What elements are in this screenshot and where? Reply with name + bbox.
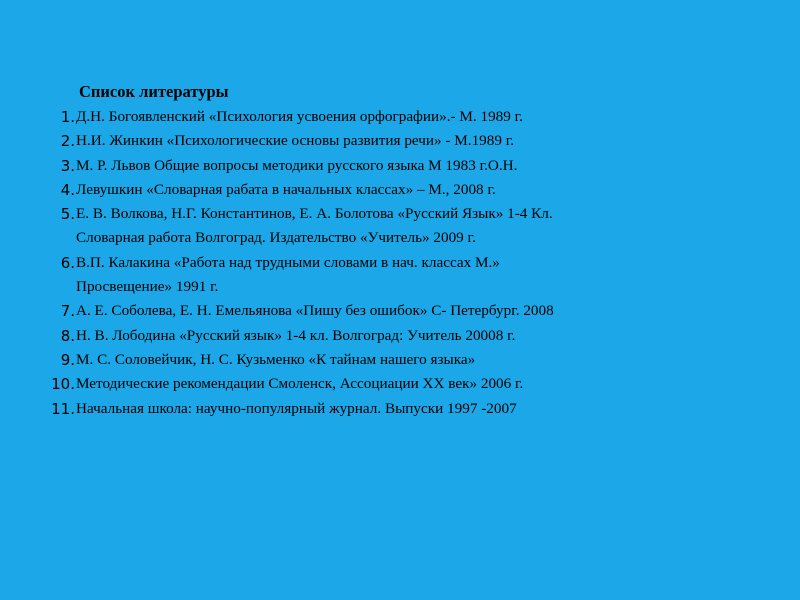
- reference-list: [0, 105, 800, 421]
- reference-item: [0, 154, 800, 178]
- reference-number: 5.: [60, 205, 75, 224]
- slide-title: Список литературы: [79, 82, 229, 101]
- reference-text: Методические рекомендации Смоленск, Ассоциации XX век» 2006 г.: [76, 375, 524, 393]
- reference-number: 4.: [60, 180, 75, 199]
- reference-number: 1.: [60, 108, 75, 126]
- reference-text: Е. В. Волкова, Н.Г. Константинов, Е. А. Болотова «Русский Язык» 1-4 Кл.: [76, 205, 553, 223]
- reference-item: [0, 105, 800, 129]
- reference-item: [0, 129, 800, 153]
- reference-text: Н. В. Лободина «Русский язык» 1-4 кл. Волгоград: Учитель 20008 г.: [76, 326, 516, 344]
- reference-text: М. С. Соловейчик, Н. С. Кузьменко «К тайнам нашего языка»: [76, 350, 476, 368]
- reference-text: Словарная работа Волгоград. Издательство «Учитель» 2009 г.: [76, 229, 476, 247]
- reference-number: 3.: [60, 156, 75, 175]
- reference-number: 10.: [51, 375, 75, 394]
- reference-item: [0, 372, 800, 396]
- reference-text: А. Е. Соболева, Е. Н. Емельянова «Пишу без ошибок» С- Петербург. 2008: [76, 302, 554, 320]
- reference-item: [0, 324, 800, 348]
- reference-text: М. Р. Львов Общие вопросы методики русского языка М 1983 г.О.Н.: [76, 156, 518, 174]
- reference-text: Начальная школа: научно-популярный журнал. Выпуски 1997 -2007: [76, 399, 517, 417]
- reference-number: 8.: [60, 326, 75, 345]
- reference-item: [0, 397, 800, 421]
- reference-item: [0, 178, 800, 202]
- reference-number: 11.: [51, 399, 75, 418]
- reference-number: 6.: [60, 253, 75, 272]
- reference-text: В.П. Калакина «Работа над трудными словами в нач. классах М.»: [76, 253, 500, 271]
- reference-item: [0, 348, 800, 372]
- reference-item: [0, 299, 800, 323]
- reference-text: Левушкин «Словарная рабата в начальных классах» – М., 2008 г.: [76, 180, 496, 198]
- reference-number: 9.: [60, 350, 75, 369]
- reference-text: Д.Н. Богоявленский «Психология усвоения орфографии».- М. 1989 г.: [76, 108, 523, 125]
- reference-item: [0, 202, 800, 251]
- reference-number: 2.: [60, 132, 75, 151]
- reference-item: [0, 251, 800, 300]
- reference-number: 7.: [60, 302, 75, 321]
- reference-text: Просвещение» 1991 г.: [76, 278, 219, 296]
- reference-text: Н.И. Жинкин «Психологические основы развития речи» - М.1989 г.: [76, 132, 515, 150]
